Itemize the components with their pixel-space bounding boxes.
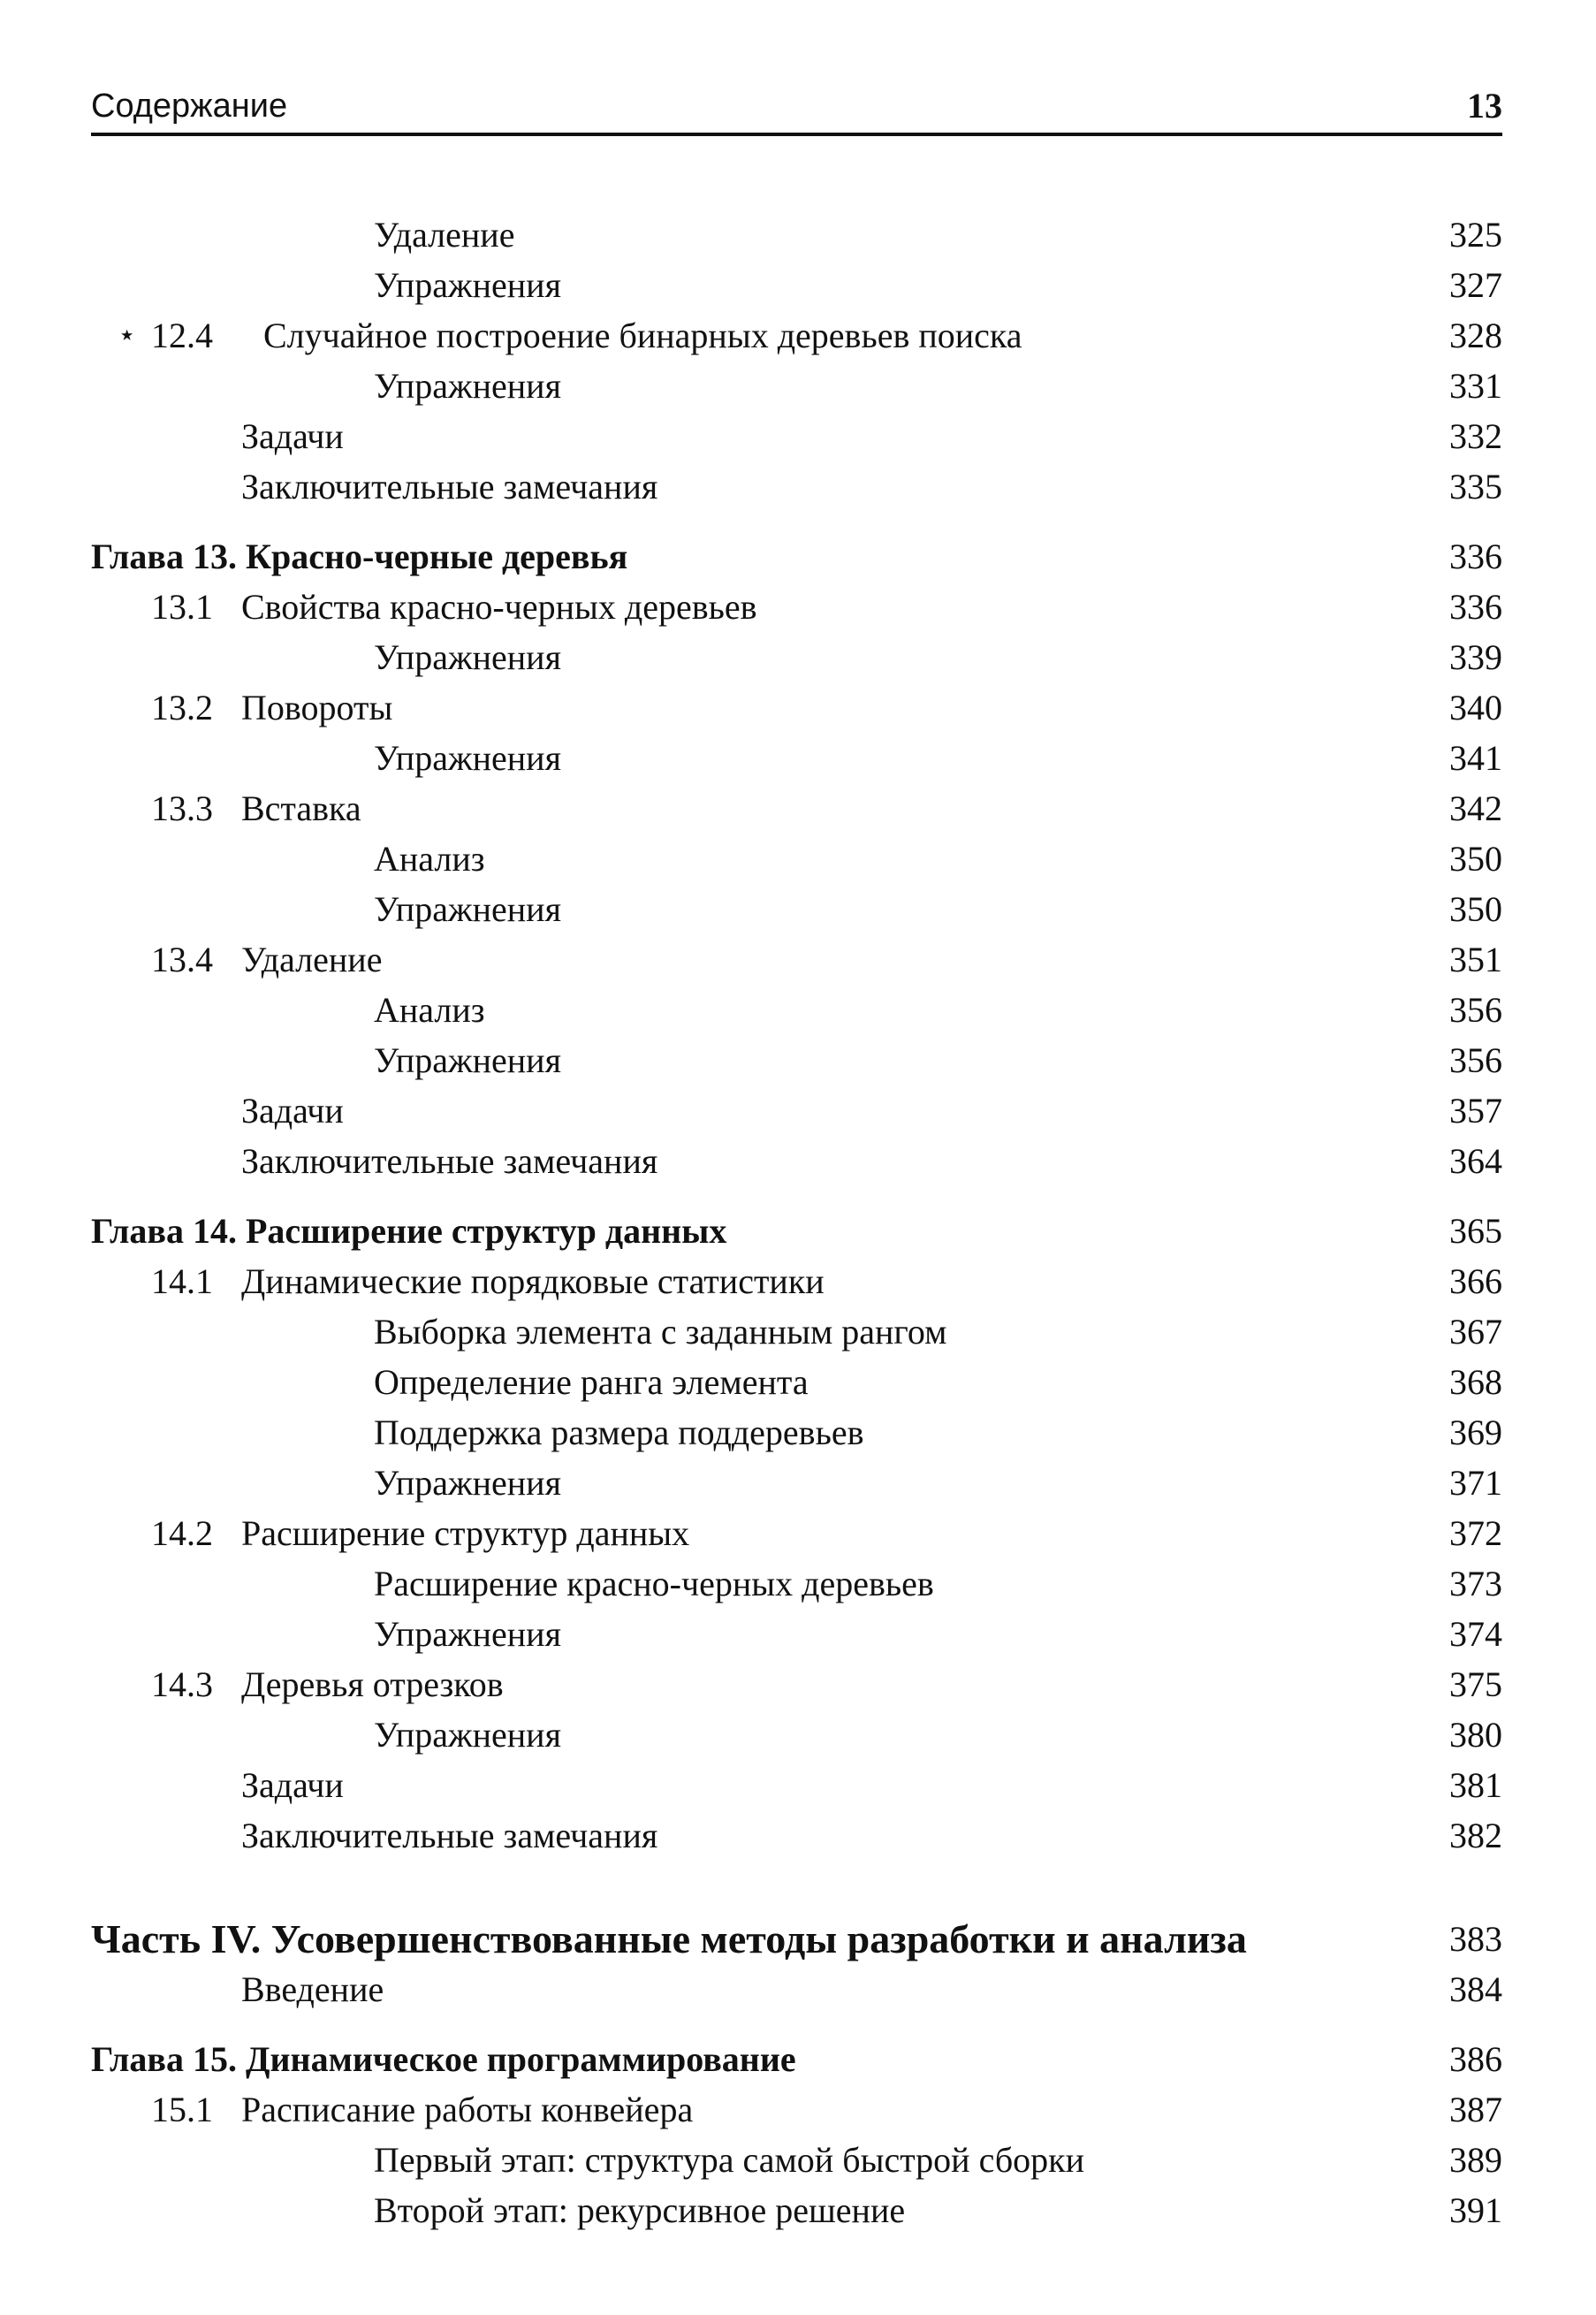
toc-entry <box>91 884 1502 934</box>
star-icon: ⋆ <box>118 319 137 352</box>
toc-entry-page: 350 <box>1449 839 1502 879</box>
toc-entry-title: Упражнения <box>374 366 561 406</box>
table-of-contents <box>91 209 1502 2235</box>
toc-entry <box>91 1659 1502 1710</box>
toc-entry-title: Удаление <box>241 940 383 979</box>
toc-section-number: 15.1 <box>151 2090 213 2129</box>
toc-entry-page: 384 <box>1449 1969 1502 2009</box>
toc-entry-page: 336 <box>1449 587 1502 627</box>
toc-entry-title: Введение <box>241 1969 384 2009</box>
toc-entry <box>91 1964 1502 2014</box>
toc-entry-title: Повороты <box>241 688 393 727</box>
toc-entry-page: 339 <box>1449 637 1502 677</box>
toc-section-number: 14.2 <box>151 1513 213 1553</box>
toc-section-number: 14.1 <box>151 1261 213 1301</box>
toc-entry-title: Удаление <box>374 215 515 255</box>
toc-entry-page: 387 <box>1449 2090 1502 2129</box>
toc-entry <box>91 1710 1502 1760</box>
running-header <box>91 85 1502 136</box>
toc-entry-page: 335 <box>1449 467 1502 506</box>
toc-entry-page: 356 <box>1449 1040 1502 1080</box>
toc-entry <box>91 1306 1502 1357</box>
toc-entry-page: 327 <box>1449 265 1502 305</box>
toc-entry-page: 386 <box>1449 2039 1502 2079</box>
toc-entry-page: 331 <box>1449 366 1502 406</box>
toc-entry <box>91 2185 1502 2235</box>
toc-entry <box>91 209 1502 260</box>
toc-entry-page: 328 <box>1449 316 1502 355</box>
toc-entry-page: 369 <box>1449 1413 1502 1452</box>
toc-entry-title: Вставка <box>241 788 361 828</box>
toc-entry <box>91 260 1502 310</box>
toc-entry-title: Динамические порядковые статистики <box>241 1261 825 1301</box>
toc-entry-page: 382 <box>1449 1816 1502 1855</box>
toc-section-number: 13.1 <box>151 587 213 627</box>
toc-entry-title: Свойства красно-черных деревьев <box>241 587 757 627</box>
toc-entry-page: 325 <box>1449 215 1502 255</box>
toc-section-number: 13.4 <box>151 940 213 979</box>
toc-entry-title: Задачи <box>241 416 344 456</box>
toc-entry <box>91 985 1502 1035</box>
toc-entry-page: 351 <box>1449 940 1502 979</box>
toc-entry <box>91 1035 1502 1085</box>
toc-entry-title: Определение ранга элемента <box>374 1362 809 1402</box>
toc-entry-page: 366 <box>1449 1261 1502 1301</box>
toc-entry-title: Анализ <box>374 839 485 879</box>
toc-entry <box>91 2084 1502 2135</box>
toc-entry-page: 368 <box>1449 1362 1502 1402</box>
toc-entry-title: Упражнения <box>374 889 561 929</box>
toc-entry-title: Случайное построение бинарных деревьев поиска <box>263 316 1022 355</box>
toc-entry <box>91 1458 1502 1508</box>
toc-entry-page: 374 <box>1449 1614 1502 1654</box>
toc-chapter-title: Глава 13. Красно-черные деревья <box>91 537 628 576</box>
toc-section-number: 12.4 <box>151 316 213 355</box>
toc-entry <box>91 1357 1502 1407</box>
toc-entry-title: Задачи <box>241 1091 344 1131</box>
toc-chapter <box>91 1206 1502 1256</box>
header-title: Содержание <box>91 88 288 125</box>
toc-entry-title: Деревья отрезков <box>241 1664 504 1704</box>
toc-entry <box>91 834 1502 884</box>
toc-entry-title: Расширение структур данных <box>241 1513 690 1553</box>
toc-chapter-title: Глава 14. Расширение структур данных <box>91 1211 727 1251</box>
toc-entry-page: 332 <box>1449 416 1502 456</box>
toc-entry-page: 357 <box>1449 1091 1502 1131</box>
toc-entry <box>91 1609 1502 1659</box>
toc-entry-title: Поддержка размера поддеревьев <box>374 1413 864 1452</box>
toc-entry <box>91 1508 1502 1558</box>
header-page-number: 13 <box>1467 86 1502 126</box>
toc-entry-title: Расписание работы конвейера <box>241 2090 694 2129</box>
toc-entry-page: 389 <box>1449 2140 1502 2180</box>
toc-entry-page: 356 <box>1449 990 1502 1030</box>
toc-entry-title: Выборка элемента с заданным рангом <box>374 1312 947 1352</box>
toc-part-title: Часть IV. Усовершенствованные методы разработки и анализа <box>91 1916 1247 1961</box>
toc-entry-title: Упражнения <box>374 637 561 677</box>
toc-entry-title: Упражнения <box>374 1040 561 1080</box>
toc-entry-page: 340 <box>1449 688 1502 727</box>
toc-section-number: 13.3 <box>151 788 213 828</box>
toc-entry-title: Задачи <box>241 1765 344 1805</box>
toc-entry-title: Упражнения <box>374 1463 561 1503</box>
toc-entry-page: 381 <box>1449 1765 1502 1805</box>
toc-section-number: 14.3 <box>151 1664 213 1704</box>
toc-entry-title: Упражнения <box>374 265 561 305</box>
toc-entry-title: Упражнения <box>374 738 561 778</box>
toc-entry <box>91 461 1502 512</box>
toc-entry-page: 371 <box>1449 1463 1502 1503</box>
toc-entry-page: 391 <box>1449 2190 1502 2230</box>
toc-entry-title: Расширение красно-черных деревьев <box>374 1564 934 1603</box>
toc-entry-page: 372 <box>1449 1513 1502 1553</box>
toc-entry-title: Первый этап: структура самой быстрой сборки <box>374 2140 1085 2180</box>
toc-entry <box>91 1810 1502 1861</box>
toc-chapter <box>91 2034 1502 2084</box>
toc-entry <box>91 1085 1502 1136</box>
toc-entry-title: Заключительные замечания <box>241 1141 658 1181</box>
toc-entry <box>91 1136 1502 1186</box>
toc-entry <box>91 783 1502 834</box>
toc-entry-page: 364 <box>1449 1141 1502 1181</box>
toc-section-number: 13.2 <box>151 688 213 727</box>
toc-entry-page: 341 <box>1449 738 1502 778</box>
toc-chapter <box>91 531 1502 582</box>
toc-entry <box>91 2135 1502 2185</box>
toc-entry <box>91 310 1502 361</box>
toc-entry <box>91 934 1502 985</box>
toc-entry-title: Заключительные замечания <box>241 1816 658 1855</box>
toc-entry <box>91 411 1502 461</box>
toc-entry-title: Упражнения <box>374 1715 561 1755</box>
toc-entry <box>91 582 1502 632</box>
toc-entry-page: 350 <box>1449 889 1502 929</box>
toc-entry <box>91 1407 1502 1458</box>
toc-entry-page: 342 <box>1449 788 1502 828</box>
toc-entry-page: 367 <box>1449 1312 1502 1352</box>
toc-chapter-title: Глава 15. Динамическое программирование <box>91 2039 796 2079</box>
toc-entry-title: Заключительные замечания <box>241 467 658 506</box>
toc-entry-title: Анализ <box>374 990 485 1030</box>
toc-entry-title: Второй этап: рекурсивное решение <box>374 2190 906 2230</box>
toc-entry <box>91 1760 1502 1810</box>
toc-entry <box>91 1558 1502 1609</box>
toc-entry <box>91 361 1502 411</box>
toc-entry <box>91 1256 1502 1306</box>
toc-entry <box>91 733 1502 783</box>
toc-entry-page: 336 <box>1449 537 1502 576</box>
toc-part <box>91 1914 1502 1964</box>
toc-entry-page: 365 <box>1449 1211 1502 1251</box>
toc-entry-title: Упражнения <box>374 1614 561 1654</box>
toc-entry <box>91 682 1502 733</box>
toc-entry <box>91 632 1502 682</box>
toc-entry-page: 383 <box>1449 1919 1502 1959</box>
toc-entry-page: 380 <box>1449 1715 1502 1755</box>
toc-entry-page: 375 <box>1449 1664 1502 1704</box>
toc-entry-page: 373 <box>1449 1564 1502 1603</box>
